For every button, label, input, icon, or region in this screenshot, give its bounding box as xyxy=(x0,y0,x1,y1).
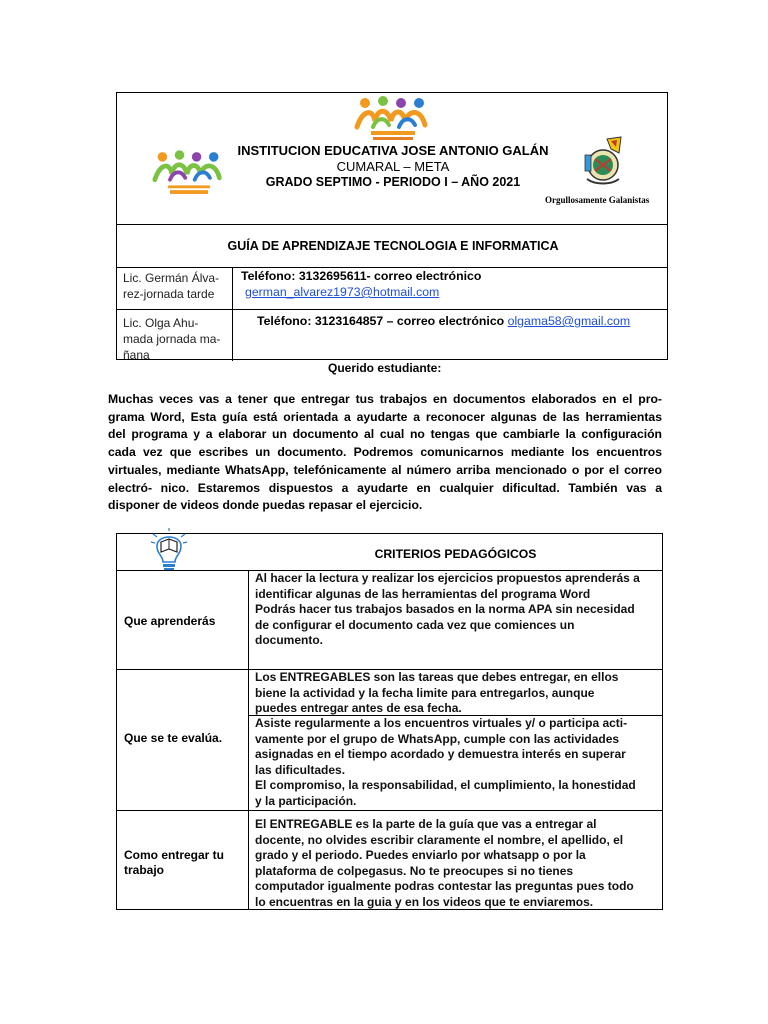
criteria-line: biene la actividad y la fecha limite para entregarlos, aunque xyxy=(255,685,595,700)
school-motto: Orgullosamente Galanistas xyxy=(545,195,650,205)
criteria-line: Asiste regularmente a los encuentros virtuales y/ o participa acti- xyxy=(255,716,628,730)
institution-name: INSTITUCION EDUCATIVA JOSE ANTONIO GALÁN xyxy=(237,143,549,158)
criteria-text-evaluated xyxy=(255,716,663,810)
criteria-label-learn: Que aprenderás xyxy=(124,614,216,628)
criteria-line: identificar algunas de las herramientas del programa Word xyxy=(255,586,591,601)
intro-line: cada vez que escribes un documento. Podremos comunicarnos mediante los encuentros xyxy=(108,445,662,460)
teacher-1-name xyxy=(123,270,219,302)
criteria-line: y la participación. xyxy=(255,793,357,808)
criteria-line: plataforma de colpegasus. No te preocupes si no tienes xyxy=(255,863,574,878)
intro-line: virtuales, mediante WhatsApp, telefónicamente al número arriba mencionado o por el correo xyxy=(108,462,662,477)
intro-line: disponer de videos donde puedas repasar el ejercicio. xyxy=(108,498,423,513)
criteria-line: Podrás hacer tus trabajos basados en la norma APA sin necesidad xyxy=(255,602,635,617)
teacher-2-name-line: ñana xyxy=(123,348,150,362)
teacher-2-contact xyxy=(257,314,630,328)
criteria-line: El compromiso, la responsabilidad, el cumplimiento, la honestidad xyxy=(255,778,636,793)
criteria-label-delivery xyxy=(124,848,224,878)
criteria-text-delivery xyxy=(255,817,663,911)
divider xyxy=(232,267,233,361)
criteria-line: El ENTREGABLE es la parte de la guía que vas a entregar al xyxy=(255,817,597,831)
teacher-1-email-link[interactable]: german_alvarez1973@hotmail.com xyxy=(245,285,440,299)
teacher-1-name-line: rez-jornada tarde xyxy=(123,287,215,301)
intro-paragraph xyxy=(108,391,662,515)
institution-city: CUMARAL – META xyxy=(336,159,450,174)
header-table xyxy=(116,92,668,360)
divider xyxy=(248,570,249,910)
criteria-line: documento. xyxy=(255,633,323,648)
teacher-1-phone: Teléfono: 3132695611- correo electrónico xyxy=(241,269,482,283)
divider xyxy=(117,224,667,225)
criteria-line: de configurar el documento cada vez que comiences un xyxy=(255,617,575,632)
criteria-line: lo encuentras en la guia y en los videos que te enviaremos. xyxy=(255,894,594,909)
criteria-line: las dificultades. xyxy=(255,762,346,777)
teacher-2-email-link[interactable]: olgama58@gmail.com xyxy=(507,314,631,328)
teacher-2-name xyxy=(123,315,220,363)
criteria-text-learn xyxy=(255,571,663,649)
criteria-line: asignadas en el tiempo acordado y demuestra interés en superar xyxy=(255,747,626,762)
teacher-2-name-line: Lic. Olga Ahu- xyxy=(123,316,199,330)
criteria-title: CRITERIOS PEDAGÓGICOS xyxy=(374,547,537,561)
intro-line: electró- nico. Estaremos dispuestos a ayudarte en cualquier dificultad. También vas a xyxy=(108,480,662,495)
divider xyxy=(117,810,662,811)
criteria-label-line: trabajo xyxy=(124,863,165,877)
criteria-line: Los ENTREGABLES son las tareas que debes entregar, en ellos xyxy=(255,670,619,684)
intro-line: grama Word, Esta guía está orientada a ayudarte a reconocer algunas de las herramientas xyxy=(108,409,662,424)
criteria-line: grado y el periodo. Puedes enviarlo por whatsapp o por la xyxy=(255,848,586,863)
school-logo-top xyxy=(353,95,433,147)
criteria-line: docente, no olvides escribir claramente el nombre, el apellido, el xyxy=(255,832,624,847)
greeting: Querido estudiante: xyxy=(328,361,442,375)
criteria-table xyxy=(116,533,663,910)
grade-period: GRADO SEPTIMO - PERIODO I – AÑO 2021 xyxy=(265,175,521,189)
divider xyxy=(117,267,667,268)
intro-line: del programa y a elaborar un documento al cual no tengas que cambiarle la configuración xyxy=(108,427,662,442)
teacher-2-name-line: mada jornada ma- xyxy=(123,332,221,346)
teacher-2-phone: Teléfono: 3123164857 – correo electrónico xyxy=(257,314,505,328)
criteria-line: puedes entregar antes de esa fecha. xyxy=(255,701,462,716)
divider xyxy=(117,309,667,310)
criteria-label-evaluated: Que se te evalúa. xyxy=(124,731,223,745)
guide-title: GUÍA DE APRENDIZAJE TECNOLOGIA E INFORMATICA xyxy=(227,239,559,253)
criteria-line: Al hacer la lectura y realizar los ejercicios propuestos aprenderás a xyxy=(255,571,640,585)
intro-line: Muchas veces vas a tener que entregar tus trabajos en documentos elaborados en el pro- xyxy=(108,392,662,406)
criteria-line: vamente por el grupo de WhatsApp, cumple con las actividades xyxy=(255,731,620,746)
criteria-line: computador igualmente podras contestar las preguntas pues todo xyxy=(255,879,634,894)
criteria-text-deliverables xyxy=(255,670,663,717)
criteria-label-line: Como entregar tu xyxy=(124,848,225,862)
teacher-1-name-line: Lic. Germán Álva- xyxy=(123,271,220,285)
